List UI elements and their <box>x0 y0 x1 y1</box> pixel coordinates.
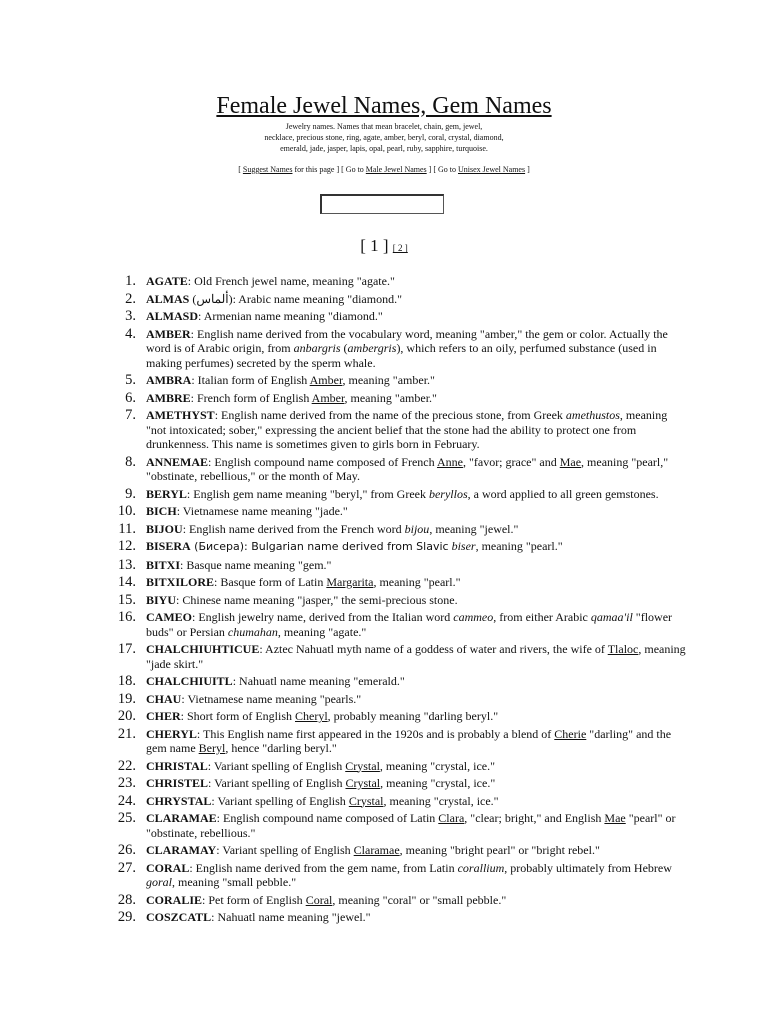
description-line: necklace, precious stone, ring, agate, amber, beryl, coral, crystal, diamond, <box>264 133 504 142</box>
item-number: 19. <box>117 690 136 707</box>
nav-links <box>0 165 768 174</box>
list-item <box>112 642 687 671</box>
item-number: 1. <box>125 273 136 289</box>
description-text: ), which refers to an oily, perfumed substance (used in making perfumes) secreted by the sperm whale. <box>146 341 657 370</box>
item-text <box>146 327 687 371</box>
name-link[interactable]: Mae <box>559 454 582 469</box>
item-text <box>146 391 687 406</box>
description-text: : Pet form of English <box>202 892 306 907</box>
item-number: 26. <box>117 842 136 858</box>
item-number: 27. <box>117 859 136 876</box>
jewel-name: AGATE <box>146 274 188 288</box>
list-item <box>112 327 687 371</box>
italic-term: cammeo <box>453 610 494 624</box>
italic-term: corallium <box>457 860 505 875</box>
list-item <box>112 309 687 324</box>
list-item <box>112 539 687 555</box>
jewel-name: CORALIE <box>146 892 203 907</box>
description-text: : Variant spelling of English <box>216 843 354 857</box>
jewel-name: CHER <box>146 709 181 723</box>
description-text: : Vietnamese name meaning "pearls." <box>181 691 362 706</box>
description-text: : Italian form of English <box>191 373 310 387</box>
list-item <box>112 575 687 590</box>
jewel-name: BISERA <box>146 539 191 553</box>
description-text: : Chinese name meaning "jasper," the semi-precious stone. <box>176 592 458 607</box>
list-item <box>112 910 687 925</box>
item-number: 16. <box>117 609 136 625</box>
description-text: , probably meaning "darling beryl." <box>327 709 499 723</box>
jewel-name: CHERYL <box>146 726 197 741</box>
nav-text: for this page ] <box>294 165 340 174</box>
description-text: : Variant spelling of English <box>211 793 349 808</box>
description-line: Jewelry names. Names that mean bracelet, chain, gem, jewel, <box>285 122 483 131</box>
description-text: (Бисера): Bulgarian name derived from Slavic <box>190 540 449 553</box>
item-text <box>146 776 687 791</box>
item-text <box>146 727 687 756</box>
item-number: 14. <box>117 574 136 590</box>
item-number: 22. <box>117 757 136 774</box>
description-text: : Variant spelling of English <box>208 776 346 790</box>
name-link[interactable]: Amber <box>309 373 343 387</box>
item-text <box>146 522 687 537</box>
jewel-name: BITXI <box>146 557 181 572</box>
jewel-name: CHALCHIUITL <box>146 674 233 688</box>
description-text: , meaning "jade skirt." <box>146 642 686 671</box>
item-text <box>146 843 687 858</box>
item-number: 5. <box>125 372 136 388</box>
jewel-name: CHALCHIUHTICUE <box>146 642 260 656</box>
item-text <box>146 794 687 809</box>
name-link[interactable]: Cheryl <box>295 709 328 723</box>
description-text: : English name derived from the name of the precious stone, from Greek <box>214 408 566 422</box>
list-item <box>112 522 687 537</box>
description-text: : French form of English <box>190 390 312 405</box>
jewel-name: CHRISTEL <box>146 776 209 790</box>
jewel-name: CLARAMAY <box>146 843 217 857</box>
jewel-name: BIJOU <box>146 521 183 536</box>
description-text: , meaning "agate." <box>277 624 367 639</box>
name-link[interactable]: Mae <box>604 811 626 825</box>
item-number: 25. <box>117 810 136 826</box>
item-number: 11. <box>118 520 136 537</box>
item-text <box>146 593 687 608</box>
description-text: : English name derived from the gem name, from Latin <box>189 860 458 875</box>
jewel-name: CLARAMAE <box>146 811 217 825</box>
jewel-name: ALMASD <box>146 309 199 323</box>
description-text: : Aztec Nahuatl myth name of a goddess of water and rivers, the wife of <box>259 642 608 656</box>
item-text <box>146 811 687 840</box>
list-item <box>112 610 687 639</box>
description-text: , from either Arabic <box>493 610 591 624</box>
item-text <box>146 674 687 689</box>
pagination <box>0 236 768 256</box>
description-text: : This English name first appeared in the 1920s and is probably a blend of <box>196 726 555 741</box>
page-title: Female Jewel Names, Gem Names <box>216 93 552 119</box>
list-item <box>112 292 687 307</box>
item-text <box>146 709 687 724</box>
item-text <box>146 642 687 671</box>
list-item <box>112 727 687 756</box>
description-text: "flower buds" or Persian <box>146 610 673 639</box>
item-number: 29. <box>117 909 136 925</box>
item-number: 13. <box>117 556 136 573</box>
search-input[interactable] <box>320 194 444 214</box>
list-item <box>112 455 687 484</box>
description-text: , meaning "amber." <box>342 373 435 387</box>
description-text: , hence "darling beryl." <box>225 741 337 755</box>
item-text <box>146 455 687 484</box>
description-text: : Variant spelling of English <box>207 758 346 773</box>
italic-term: biser <box>448 539 476 553</box>
jewel-name: BITXILORE <box>146 575 215 589</box>
italic-term: beryllos <box>428 486 468 501</box>
item-number: 21. <box>117 725 136 742</box>
name-link[interactable]: Cherie <box>554 726 587 741</box>
item-number: 8. <box>125 453 136 470</box>
description-text: , meaning "not intoxicated; sober," expressing the ancient belief that the stone had the ability to protect one from drunkenness. This name is sometimes given to girls born in February. <box>146 408 668 451</box>
description-text: , a word applied to all green gemstones. <box>467 486 659 501</box>
description-text: , meaning "coral" or "small pebble." <box>332 892 507 907</box>
list-item <box>112 794 687 809</box>
description-text: , "clear; bright," and English <box>464 811 605 825</box>
jewel-name: CHRISTAL <box>146 758 208 773</box>
name-link[interactable]: Claramae <box>353 843 400 857</box>
description-text: : English gem name meaning "beryl," from Greek <box>186 486 429 501</box>
item-number: 18. <box>117 673 136 689</box>
list-item <box>112 843 687 858</box>
jewel-name: BIYU <box>146 592 177 607</box>
description-text: : Nahuatl name meaning "emerald." <box>232 674 405 688</box>
list-item <box>112 674 687 689</box>
item-text <box>146 487 687 502</box>
item-number: 24. <box>117 792 136 809</box>
description-text: : Short form of English <box>180 709 295 723</box>
description-text: , meaning "pearl," "obstinate, rebellious," or the month of May. <box>146 454 669 483</box>
jewel-name: BERYL <box>146 486 187 501</box>
jewel-name: AMBRE <box>146 390 191 405</box>
item-text <box>146 861 687 890</box>
item-text <box>146 373 687 388</box>
item-text <box>146 575 687 590</box>
description-text: : English name derived from the vocabulary word, meaning "amber," the gem or color. Actually the word is of Arabic origin, from <box>146 326 668 355</box>
description-text: , meaning "pearl." <box>475 539 563 553</box>
list-item <box>112 391 687 406</box>
list-item <box>112 811 687 840</box>
item-number: 6. <box>125 389 136 406</box>
description-text: : Nahuatl name meaning "jewel." <box>211 910 371 924</box>
current-page: [ 1 ] <box>360 236 389 255</box>
item-number: 23. <box>117 775 136 791</box>
description-text: : English jewelry name, derived from the Italian word <box>192 610 454 624</box>
list-item <box>112 593 687 608</box>
description-text: : Basque name meaning "gem." <box>180 557 332 572</box>
item-number: 4. <box>125 325 136 342</box>
jewel-name: BICH <box>146 504 177 518</box>
italic-term: anbargris <box>293 341 341 355</box>
item-text <box>146 759 687 774</box>
item-number: 17. <box>117 641 136 657</box>
nav-bracket: [ <box>238 165 241 174</box>
description-text: : Old French jewel name, meaning "agate." <box>187 274 395 288</box>
name-link[interactable]: Clara <box>438 811 465 825</box>
jewel-name: CHRYSTAL <box>146 793 212 808</box>
list-item <box>112 373 687 388</box>
italic-term: ambergris <box>347 341 397 355</box>
name-link[interactable]: Beryl <box>198 741 226 755</box>
list-item <box>112 861 687 890</box>
description-text: : Basque form of Latin <box>214 575 327 589</box>
name-link[interactable]: Tlaloc <box>607 642 639 656</box>
jewel-name: CHAU <box>146 691 182 706</box>
item-text <box>146 558 687 573</box>
list-item <box>112 274 687 289</box>
item-text <box>146 292 687 307</box>
jewel-name: AMBRA <box>146 373 192 387</box>
item-number: 2. <box>125 290 136 307</box>
name-link[interactable]: Coral <box>305 892 333 907</box>
description-text: , probably ultimately from Hebrew <box>504 860 672 875</box>
item-text <box>146 893 687 908</box>
list-item <box>112 759 687 774</box>
description-text: , meaning "pearl." <box>373 575 461 589</box>
item-number: 12. <box>117 538 136 554</box>
description-text: : English compound name composed of French <box>208 454 437 469</box>
item-number: 20. <box>117 708 136 724</box>
item-text <box>146 408 687 452</box>
jewel-name: CAMEO <box>146 610 192 624</box>
description-text: , meaning "jewel." <box>429 521 519 536</box>
unisex-jewel-names-link[interactable]: Unisex Jewel Names <box>458 165 526 174</box>
jewel-name: ALMAS <box>146 291 190 306</box>
jewel-name: ANNEMAE <box>146 454 208 469</box>
item-text <box>146 309 687 324</box>
description-line: emerald, jade, jasper, lapis, opal, pearl, ruby, sapphire, turquoise. <box>280 144 488 153</box>
name-link[interactable]: Crystal <box>345 776 381 790</box>
description-text: : Vietnamese name meaning "jade." <box>176 504 348 518</box>
item-number: 3. <box>125 308 136 324</box>
list-item <box>112 558 687 573</box>
italic-term: bijou <box>404 521 430 536</box>
description-text: : Armenian name meaning "diamond." <box>198 309 383 323</box>
male-jewel-names-link[interactable]: Male Jewel Names <box>365 165 427 174</box>
description-text: (ألماس): Arabic name meaning "diamond." <box>189 291 402 306</box>
italic-term: chumahan <box>227 624 278 639</box>
description-text: : English compound name composed of Latin <box>216 811 439 825</box>
list-item <box>112 776 687 791</box>
item-text <box>146 504 687 519</box>
name-link[interactable]: Amber <box>311 390 345 405</box>
italic-term: qamaa'il <box>590 610 633 624</box>
description-text: , meaning "crystal, ice." <box>380 776 496 790</box>
description-text: : English name derived from the French word <box>182 521 405 536</box>
item-text <box>146 610 687 639</box>
description-text: ( <box>340 341 348 355</box>
page-description <box>0 121 768 154</box>
description-text: , meaning "bright pearl" or "bright rebel." <box>399 843 600 857</box>
description-text: , "favor; grace" and <box>462 454 560 469</box>
italic-term: goral <box>146 875 173 889</box>
name-list <box>112 274 687 928</box>
nav-text: [ Go to <box>341 165 364 174</box>
list-item <box>112 504 687 519</box>
description-text: "darling" and the gem name <box>146 726 672 755</box>
name-link[interactable]: Anne <box>436 454 463 469</box>
page-2-link[interactable]: [ 2 ] <box>392 243 408 253</box>
nav-bracket: ] <box>527 165 530 174</box>
jewel-name: CORAL <box>146 860 190 875</box>
item-text <box>146 910 687 925</box>
item-number: 15. <box>117 591 136 608</box>
name-link[interactable]: Margarita <box>326 575 374 589</box>
item-number: 28. <box>117 891 136 908</box>
list-item <box>112 487 687 502</box>
list-item <box>112 709 687 724</box>
list-item <box>112 692 687 707</box>
jewel-name: AMBER <box>146 326 191 341</box>
item-text <box>146 692 687 707</box>
suggest-names-link[interactable]: Suggest Names <box>242 165 293 174</box>
description-text: , meaning "small pebble." <box>172 875 297 889</box>
list-item <box>112 893 687 908</box>
description-text: , meaning "amber." <box>344 390 437 405</box>
item-text <box>146 539 687 555</box>
description-text: , meaning "crystal, ice." <box>383 793 499 808</box>
item-number: 7. <box>125 407 136 423</box>
jewel-name: AMETHYST <box>146 408 215 422</box>
jewel-name: COSZCATL <box>146 910 212 924</box>
description-text: , meaning "crystal, ice." <box>379 758 495 773</box>
item-text <box>146 274 687 289</box>
name-link[interactable]: Crystal <box>348 793 384 808</box>
item-number: 9. <box>125 485 136 502</box>
nav-text: ] [ Go to <box>428 165 456 174</box>
italic-term: amethustos <box>565 408 620 422</box>
name-link[interactable]: Crystal <box>345 758 380 773</box>
list-item <box>112 408 687 452</box>
description-text: "pearl" or "obstinate, rebellious." <box>146 811 676 840</box>
item-number: 10. <box>117 503 136 519</box>
